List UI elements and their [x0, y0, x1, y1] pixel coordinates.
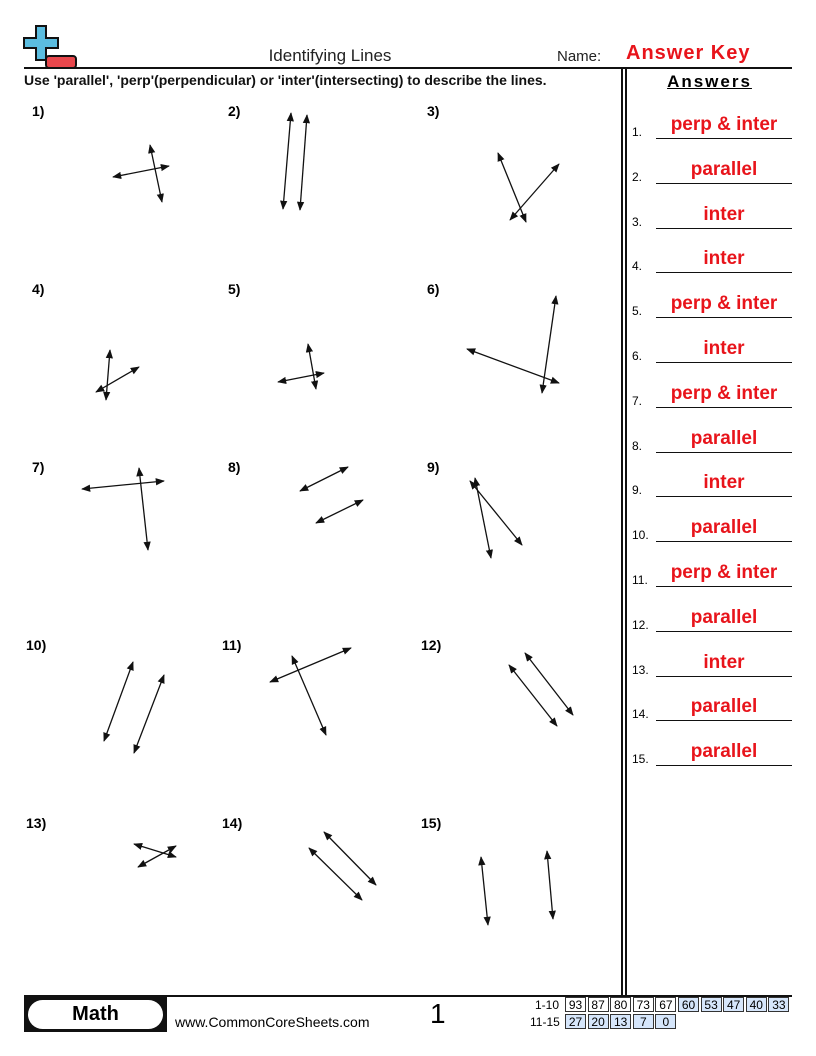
score-cell: 27: [565, 1014, 586, 1029]
answer-text: parallel: [690, 517, 758, 539]
answer-number: 6.: [632, 349, 643, 363]
score-cell: 47: [723, 997, 744, 1012]
answer-text: inter: [703, 248, 745, 270]
answer-number: 13.: [632, 662, 649, 677]
problem-label: 6): [427, 281, 440, 297]
answer-text: parallel: [690, 696, 758, 718]
answer-text: parallel: [690, 606, 758, 628]
answer-number: 2.: [632, 169, 643, 184]
score-cell: 20: [588, 1014, 609, 1029]
answer-row: [632, 608, 792, 632]
problem-label: 15): [421, 815, 442, 831]
problem-10-line: [104, 662, 133, 741]
answer-row: [632, 473, 792, 497]
score-cell: 7: [633, 1014, 654, 1029]
problem-label: 7): [32, 459, 45, 475]
score-cell: 93: [565, 997, 586, 1012]
answer-number: 3.: [632, 214, 643, 229]
subject-label: Math: [28, 1000, 163, 1029]
problem-label: 5): [228, 281, 241, 297]
problem-8-line: [316, 500, 363, 523]
answer-row: [632, 429, 792, 453]
name-label: Name:: [557, 48, 602, 65]
score-range-label: 1-10: [535, 998, 560, 1012]
problem-4-line: [106, 350, 110, 400]
answer-number: 8.: [632, 438, 643, 453]
problem-3-line: [510, 164, 559, 220]
problem-4-line: [96, 367, 139, 392]
problem-11-line: [270, 648, 351, 682]
problem-label: 13): [26, 815, 47, 831]
problem-7-line: [139, 468, 148, 550]
problem-6-line: [542, 296, 556, 393]
problem-5-line: [308, 344, 316, 389]
answer-row: [632, 518, 792, 542]
problem-1-line: [150, 145, 162, 202]
answer-row: [632, 160, 792, 184]
problem-12-line: [509, 665, 557, 726]
answer-row: [632, 249, 792, 273]
problem-label: 12): [421, 637, 442, 653]
answer-row: [632, 742, 792, 766]
problem-10-line: [134, 675, 164, 753]
answer-number: 9.: [632, 483, 643, 498]
problem-label: 11): [222, 637, 242, 653]
problem-2-line: [300, 115, 307, 210]
answer-row: [632, 384, 792, 408]
problem-6-line: [467, 349, 559, 383]
problem-label: 14): [222, 815, 243, 831]
answer-number: 7.: [632, 393, 643, 408]
answer-row: [632, 294, 792, 318]
problem-3-line: [498, 153, 526, 222]
problem-label: 1): [32, 103, 45, 119]
problem-11-line: [292, 656, 326, 735]
answer-text: perp & inter: [670, 293, 778, 315]
answer-text: parallel: [690, 158, 758, 180]
problem-1-line: [113, 166, 169, 177]
problem-13-line: [134, 844, 176, 857]
answer-row: [632, 653, 792, 677]
score-range-label: 11-15: [530, 1015, 560, 1029]
answer-text: inter: [703, 203, 745, 225]
answers-heading: Answers: [667, 72, 752, 91]
score-cell: 40: [746, 997, 767, 1012]
site-url: www.CommonCoreSheets.com: [175, 1014, 370, 1030]
answer-number: 10.: [632, 528, 649, 543]
problem-12-line: [525, 653, 573, 715]
problem-9-line: [470, 481, 522, 545]
problem-14-line: [309, 848, 362, 900]
answer-row: [632, 339, 792, 363]
answer-number: 4.: [632, 259, 643, 274]
problem-15-line: [547, 851, 553, 919]
worksheet-title: Identifying Lines: [268, 46, 392, 65]
answer-row: [632, 205, 792, 229]
problem-2-line: [283, 113, 291, 209]
answer-row: [632, 563, 792, 587]
answer-text: parallel: [690, 427, 758, 449]
problem-label: 2): [228, 103, 241, 119]
problem-13-line: [138, 846, 176, 867]
answer-text: inter: [703, 338, 745, 359]
score-cell: 80: [610, 997, 631, 1012]
answer-number: 15.: [632, 752, 649, 767]
answer-text: parallel: [690, 741, 758, 763]
problem-label: 9): [427, 459, 440, 475]
instructions: Use 'parallel', 'perp'(perpendicular) or 'inter'(intersecting) to describe the lines.: [24, 72, 547, 88]
problem-label: 10): [26, 637, 47, 653]
score-cell: 87: [588, 997, 609, 1012]
score-cell: 13: [610, 1014, 631, 1029]
answer-row: [632, 115, 792, 139]
page-number: 1: [430, 998, 446, 1029]
score-cell: 53: [701, 997, 722, 1012]
answer-number: 5.: [632, 304, 643, 319]
answer-text: inter: [703, 651, 745, 673]
problem-5-line: [278, 373, 324, 382]
answer-number: 1.: [632, 125, 643, 139]
score-cell: 33: [768, 997, 789, 1012]
problem-label: 8): [228, 459, 241, 475]
problem-label: 4): [32, 281, 45, 297]
problem-8-line: [300, 467, 348, 491]
answer-number: 11.: [632, 573, 648, 587]
answer-row: [632, 697, 792, 721]
score-cell: 67: [655, 997, 676, 1012]
score-cell: 60: [678, 997, 699, 1012]
answer-text: perp & inter: [670, 562, 778, 583]
answer-text: perp & inter: [670, 382, 778, 404]
answer-text: inter: [703, 472, 745, 494]
answer-number: 12.: [632, 617, 649, 632]
problem-7-line: [82, 481, 164, 489]
name-value: Answer Key: [626, 42, 751, 64]
score-cell: 73: [633, 997, 654, 1012]
score-cell: 0: [655, 1014, 676, 1029]
problem-label: 3): [427, 103, 440, 119]
answer-text: perp & inter: [670, 114, 778, 135]
problem-15-line: [481, 857, 488, 925]
problem-14-line: [324, 832, 376, 885]
answer-number: 14.: [632, 707, 649, 722]
